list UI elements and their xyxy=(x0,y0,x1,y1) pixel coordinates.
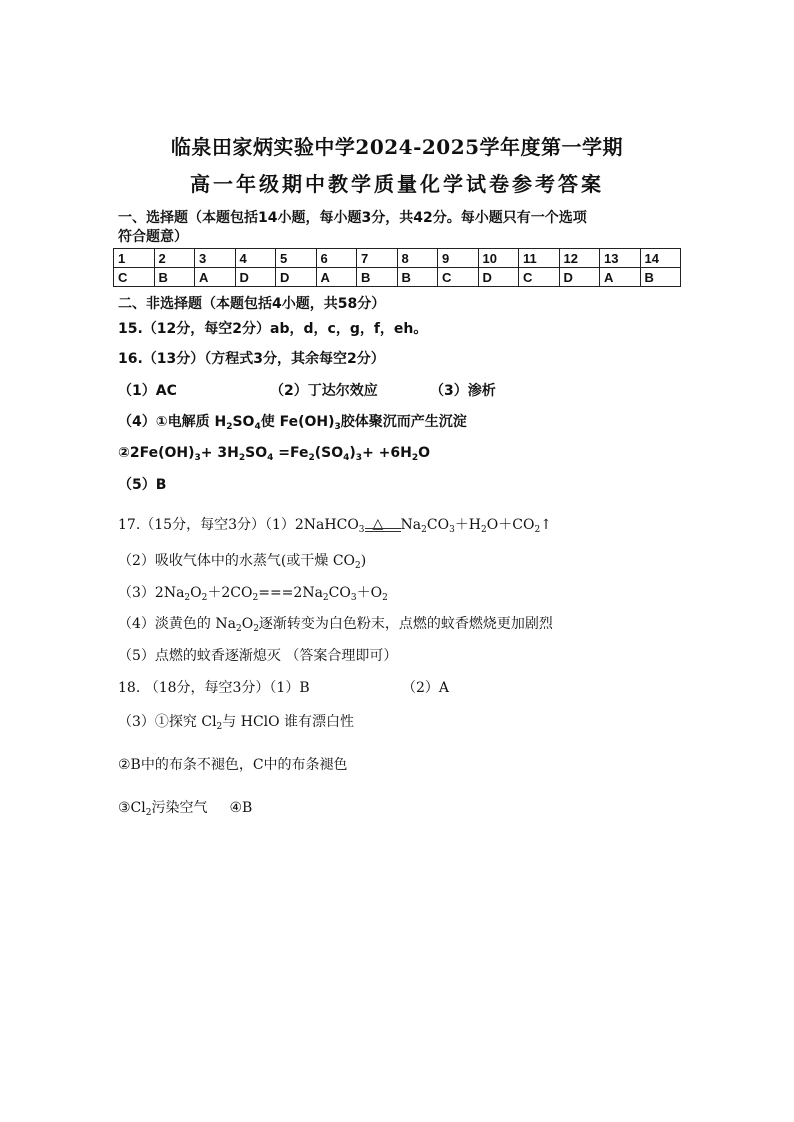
q16-part-3: （3）渗析 xyxy=(430,383,496,399)
school-title: 临泉田家炳实验中学2024-2025学年度第一学期 xyxy=(170,135,624,159)
question-number-cell: 8 xyxy=(397,249,438,268)
q18-header: 18. （18分，每空3分）（1）B xyxy=(118,680,310,696)
answer-cell: A xyxy=(316,268,357,287)
q17-part-3: $(3)2Na_2O_2+2CO_2===2Na_2CO_3+O_2$ xyxy=(118,585,388,603)
question-number-cell: 1 xyxy=(114,249,155,268)
answer-cell: B xyxy=(397,268,438,287)
q16-part-5: （5）B xyxy=(118,477,167,493)
answer-cell: D xyxy=(235,268,276,287)
question-number-cell: 2 xyxy=(154,249,195,268)
q18-part-2: （2）A xyxy=(402,680,450,696)
answer-row xyxy=(114,268,681,287)
answer-cell: C xyxy=(519,268,560,287)
answer-cell: A xyxy=(195,268,236,287)
q16-equation: $②2Fe(OH)_3+ 3H_2SO_4 =Fe_2(SO_4)_3+ +6H_2O$ xyxy=(118,445,431,463)
section-1-heading: 一、选择题（本题包括14小题，每小题3分，共42分。每小题只有一个选项 xyxy=(118,210,587,226)
answer-cell: B xyxy=(640,268,681,287)
section-2-heading: 二、非选择题（本题包括4小题，共58分） xyxy=(118,296,386,312)
question-number-cell: 10 xyxy=(478,249,519,268)
question-number-cell: 14 xyxy=(640,249,681,268)
question-number-cell: 5 xyxy=(276,249,317,268)
q16-part-1: （1）AC xyxy=(118,383,177,399)
exam-title: 高一年级期中教学质量化学试卷参考答案 xyxy=(190,172,604,196)
answer-cell: C xyxy=(114,268,155,287)
q18-part-3: （3）①探究 $Cl_2$与 HClO 谁有漂白性 xyxy=(118,714,355,732)
question-number-cell: 11 xyxy=(519,249,560,268)
question-number-cell: 3 xyxy=(195,249,236,268)
answer-table xyxy=(113,248,681,287)
answer-cell: D xyxy=(478,268,519,287)
heat-condition-symbol xyxy=(365,516,401,539)
triangle-icon: △ xyxy=(372,516,384,532)
section-1-heading-cont: 符合题意） xyxy=(118,229,188,245)
q17-header: 17.（15分，每空3分）（1）2NaHCO$_3$ △ $Na_2CO_3+H_2O+CO_2↑$ xyxy=(118,516,552,539)
question-number-row xyxy=(114,249,681,268)
q15-answer: 15.（12分，每空2分）ab，d，c，g，f，eh。 xyxy=(118,321,428,337)
q16-part-2: （2）丁达尔效应 xyxy=(270,383,378,399)
question-number-cell: 9 xyxy=(438,249,479,268)
q17-part-5: （5）点燃的蚊香逐渐熄灭 （答案合理即可） xyxy=(118,648,398,664)
q17-part-2: （2）吸收气体中的水蒸气(或干燥 $CO_2$) xyxy=(118,553,367,571)
question-number-cell: 13 xyxy=(600,249,641,268)
q18-part-3-2: ②B中的布条不褪色，C中的布条褪色 xyxy=(118,757,348,773)
answer-cell: A xyxy=(600,268,641,287)
question-number-cell: 7 xyxy=(357,249,398,268)
q16-header: 16.（13分）（方程式3分，其余每空2分） xyxy=(118,351,385,367)
question-number-cell: 6 xyxy=(316,249,357,268)
q18-part-3-3: $③Cl_2$污染空气 ④B xyxy=(118,800,253,818)
question-number-cell: 12 xyxy=(559,249,600,268)
question-number-cell: 4 xyxy=(235,249,276,268)
answer-cell: C xyxy=(438,268,479,287)
answer-cell: D xyxy=(276,268,317,287)
answer-cell: B xyxy=(357,268,398,287)
gas-arrow-icon: ↑ xyxy=(540,517,552,533)
q16-part-4: （4）①电解质 $H_2SO_4$使 $Fe(OH)_3$胶体聚沉而产生沉淀 xyxy=(118,414,467,432)
answer-cell: B xyxy=(154,268,195,287)
q17-part-4: （4）淡黄色的 $Na_2O_2$逐渐转变为白色粉末，点燃的蚊香燃烧更加剧烈 xyxy=(118,616,553,634)
answer-cell: D xyxy=(559,268,600,287)
